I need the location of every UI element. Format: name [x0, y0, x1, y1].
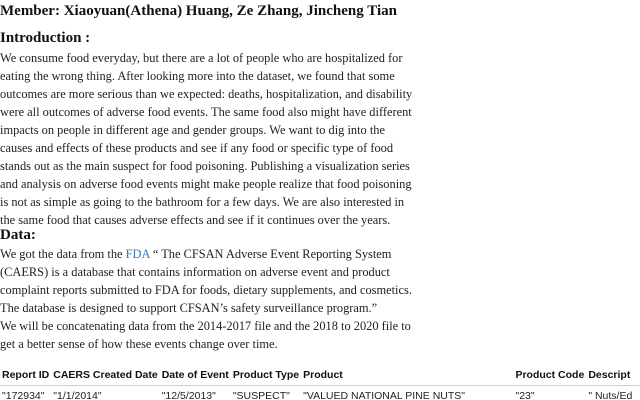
- intro-line: and analysis on adverse food events might make people realize that food poisoning: [0, 177, 412, 191]
- data-line-suffix: “ The CFSAN Adverse Event Reporting System: [149, 247, 392, 261]
- intro-line: We consume food everyday, but there are a lot of people who are hospitalized for: [0, 51, 403, 65]
- intro-line: outcomes are more serious than we expected: deaths, hospitalization, and disability: [0, 87, 413, 101]
- data-line-prefix: We got the data from the: [0, 247, 126, 261]
- intro-line: the same food that causes adverse effects and see if it continues over the years.: [0, 213, 391, 227]
- data-heading: Data:: [0, 227, 36, 243]
- data-line: The database is designed to support CFSAN’s safety surveillance program.”: [0, 301, 378, 315]
- data-line: (CAERS) is a database that contains information on adverse event and product: [0, 265, 390, 279]
- column-header[interactable]: Report ID: [0, 366, 51, 386]
- data-line: complaint reports submitted to FDA for foods, dietary supplements, and cosmetics.: [0, 283, 412, 297]
- table-cell: "23": [513, 386, 586, 400]
- table-header-row: [0, 366, 640, 386]
- intro-line: eating the wrong thing. After looking more into the dataset, we found that some: [0, 69, 395, 83]
- introduction-heading: Introduction :: [0, 30, 91, 46]
- column-header[interactable]: Descript: [586, 366, 640, 386]
- table-cell: " Nuts/Ed: [586, 386, 640, 400]
- table-row: [0, 386, 640, 400]
- intro-line: is not as simple as going to the bathroom for a few days. We are also interested in: [0, 195, 405, 209]
- intro-line: stands out as the main suspect for food poisoning. Publishing a visualization series: [0, 159, 410, 173]
- column-header[interactable]: CAERS Created Date: [51, 366, 159, 386]
- table-cell: "12/5/2013": [160, 386, 231, 400]
- table-cell: "1/1/2014": [51, 386, 159, 400]
- intro-line: were all outcomes of adverse food events. The same food also might have different: [0, 105, 412, 119]
- data-line: We will be concatenating data from the 2014-2017 file and the 2018 to 2020 file to: [0, 319, 411, 333]
- intro-line: impacts on people in different age and gender groups. We want to dig into the: [0, 123, 385, 137]
- column-header[interactable]: Product Code: [513, 366, 586, 386]
- column-header[interactable]: Product: [301, 366, 513, 386]
- table-cell: "172934": [0, 386, 51, 400]
- data-table: [0, 366, 640, 400]
- column-header[interactable]: Date of Event: [160, 366, 231, 386]
- intro-line: causes and effects of these products and see if any food or specific type of food: [0, 141, 394, 155]
- fda-link[interactable]: FDA: [125, 247, 150, 261]
- table-cell: "SUSPECT": [231, 386, 301, 400]
- data-line: get a better sense of how these events change over time.: [0, 337, 278, 351]
- table-cell: "VALUED NATIONAL PINE NUTS": [301, 386, 513, 400]
- member-line: Member: Xiaoyuan(Athena) Huang, Ze Zhang, Jincheng Tian: [0, 3, 397, 19]
- column-header[interactable]: Product Type: [231, 366, 301, 386]
